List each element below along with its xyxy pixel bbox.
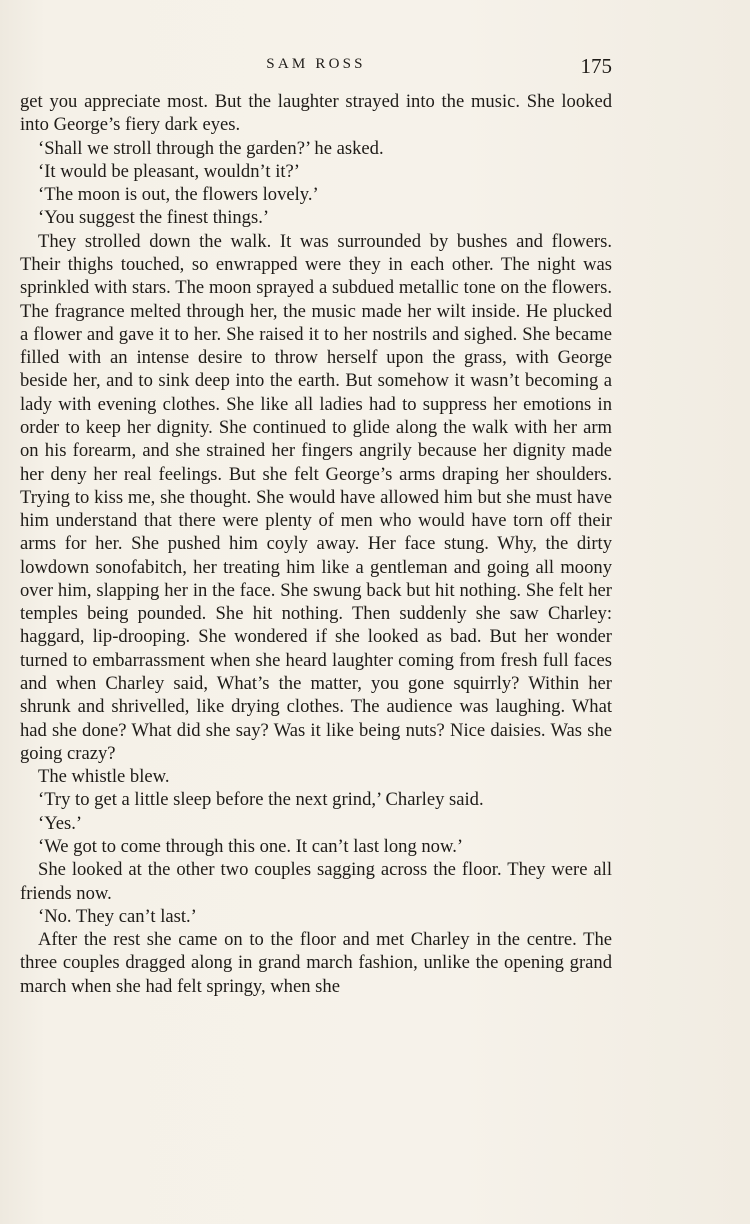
paragraph: ‘We got to come through this one. It can’t last long now.’ (38, 836, 464, 857)
running-head (20, 54, 612, 80)
paragraph: They strolled down the walk. It was surrounded by bushes and flowers. Their thighs touched, so enwrapped were they in each other. The night was sprinkled with stars. The moon sprayed a subdued metallic tone on the flowers. The fragrance melted through her, the music made her wilt inside. He plucked a flower and gave it to her. She raised it to her nostrils and sighed. She became filled with an intense desire to throw herself upon the grass, with George beside her, and to sink deep into the earth. But somehow it wasn’t becoming a lady with evening clothes. She like all ladies had to suppress her emotions in order to keep her dignity. She continued to glide along the walk with her arm on his forearm, and she strained her fingers angrily because her dignity made her deny her real feelings. But she felt George’s arms draping her shoulders. Trying to kiss me, she thought. She would have allowed him but she must have him understand that there were plenty of men who would have torn off their arms for her. She pushed him coyly away. Her face stung. Why, the dirty lowdown sonofabitch, her treating him like a gentleman and going all moony over him, slapping her in the face. She swung back but hit nothing. She felt her temples being pounded. She hit nothing. Then suddenly she saw Charley: haggard, lip-drooping. She wondered if she looked as bad. But her wonder turned to embarrassment when she heard laughter coming from fresh full faces and when Charley said, What’s the matter, you gone squirrly? Within her shrunk and shrivelled, like drying clothes. The audience was laughing. What had she done? What did she say? Was it like being nuts? Nice daisies. Was she going crazy? (20, 230, 612, 764)
paragraph: ‘Shall we stroll through the garden?’ he asked. (38, 137, 384, 159)
page-number: 175 (580, 54, 612, 78)
paragraph: The whistle blew. (38, 766, 170, 788)
paragraph: get you appreciate most. But the laughter strayed into the music. She looked into George’s fiery dark eyes. (20, 91, 612, 136)
paragraph: ‘It would be pleasant, wouldn’t it?’ (38, 160, 300, 182)
paragraph: ‘The moon is out, the flowers lovely.’ (38, 184, 319, 206)
paragraph: ‘You suggest the finest things.’ (38, 207, 270, 229)
paragraph: She looked at the other two couples sagging across the floor. They were all friends now. (20, 859, 612, 904)
paragraph: ‘Try to get a little sleep before the next grind,’ Charley said. (38, 789, 484, 811)
paragraph: ‘No. They can’t last.’ (38, 905, 197, 927)
body-text (20, 90, 612, 998)
paragraph: After the rest she came on to the floor and met Charley in the centre. The three couples dragged along in grand march fashion, unlike the opening grand march when she had felt springy, when she (20, 929, 612, 997)
paragraph: ‘Yes.’ (38, 812, 83, 834)
author-name: SAM ROSS (266, 56, 366, 72)
